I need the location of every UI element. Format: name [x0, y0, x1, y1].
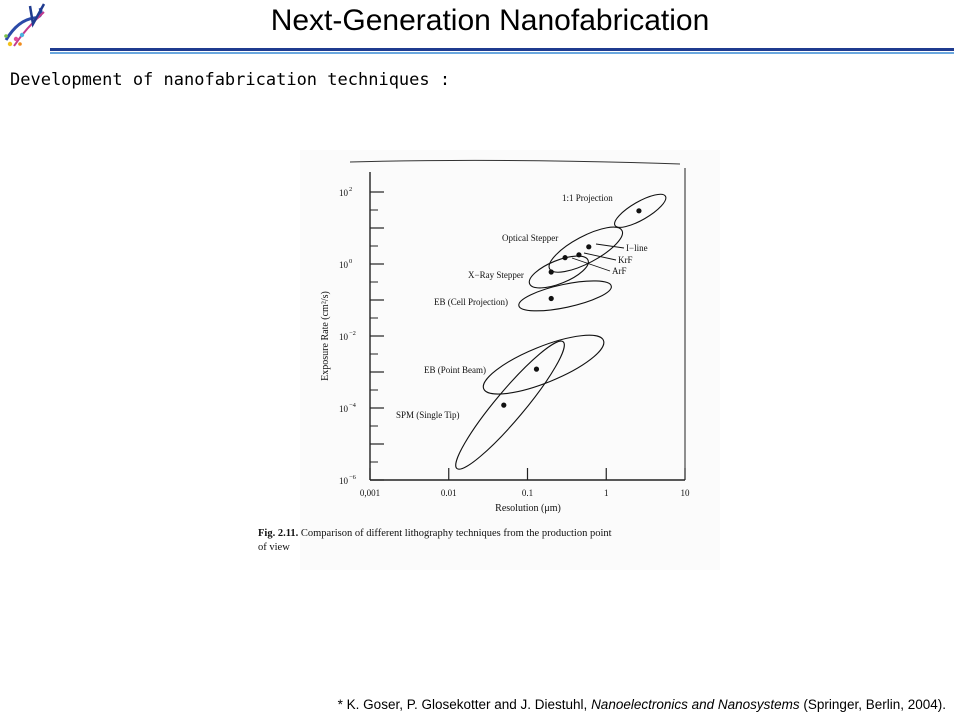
caption-line2: of view	[258, 542, 290, 553]
slide-title: Next-Generation Nanofabrication	[270, 4, 710, 37]
region-ellipse	[446, 333, 574, 478]
slide-subtitle: Development of nanofabrication techniques :	[10, 70, 451, 90]
lithography-chart	[258, 150, 720, 570]
data-point	[636, 208, 641, 213]
chart-top-border	[350, 160, 680, 164]
x-tick-label: 0.01	[440, 488, 457, 498]
data-point	[549, 269, 554, 274]
citation-publisher: (Springer, Berlin, 2004).	[799, 697, 946, 712]
x-tick-label: 1	[604, 488, 609, 498]
y-ticks	[339, 186, 384, 486]
title-rule-light	[50, 52, 954, 54]
region-ellipse	[516, 275, 613, 317]
y-axis-label: Exposure Rate (cm²/s)	[320, 291, 331, 381]
citation	[338, 697, 946, 712]
y-tick-label: 10	[339, 404, 348, 414]
label-arf: ArF	[612, 266, 627, 276]
data-point	[501, 403, 506, 408]
arrow-arf	[572, 258, 610, 271]
label-i-line: I−line	[626, 243, 648, 253]
data-point	[549, 296, 554, 301]
label-eb-cell-projection: EB (Cell Projection)	[434, 297, 508, 307]
y-tick-exponent: 0	[349, 258, 353, 265]
label-1to1-projection: 1:1 Projection	[562, 193, 613, 203]
x-tick-label: 0,001	[359, 488, 381, 498]
y-tick-label: 10	[339, 260, 348, 270]
data-point	[586, 244, 591, 249]
x-tick-label: 10	[680, 488, 690, 498]
institute-logo-icon	[0, 0, 56, 56]
figure-panel	[258, 150, 720, 570]
y-tick-label: 10	[339, 188, 348, 198]
label-krf: KrF	[618, 255, 633, 265]
label-optical-stepper: Optical Stepper	[502, 233, 559, 243]
caption-label: Fig. 2.11.	[258, 528, 299, 539]
y-tick-exponent: −2	[349, 330, 356, 337]
y-tick-label: 10	[339, 332, 348, 342]
x-ticks	[360, 468, 690, 498]
region-ellipse	[477, 324, 610, 406]
data-point	[562, 255, 567, 260]
citation-book: Nanoelectronics and Nanosystems	[591, 697, 800, 712]
arrow-i-line	[596, 244, 624, 248]
caption-text: Comparison of different lithography techniques from the production point	[300, 528, 612, 539]
title-rule-dark	[50, 48, 954, 51]
data-point	[534, 367, 539, 372]
y-tick-exponent: 2	[349, 186, 353, 193]
x-axis-label: Resolution (μm)	[495, 503, 561, 514]
citation-authors: * K. Goser, P. Glosekotter and J. Diestuhl,	[337, 697, 592, 712]
label-spm-single-tip: SPM (Single Tip)	[396, 410, 460, 420]
arrow-krf	[584, 253, 616, 260]
y-tick-exponent: −4	[349, 402, 356, 409]
x-tick-label: 0.1	[521, 488, 534, 498]
regions-group	[446, 188, 670, 477]
y-tick-label: 10	[339, 476, 348, 486]
label-x-ray-stepper: X−Ray Stepper	[468, 270, 524, 280]
y-tick-exponent: −6	[349, 474, 356, 481]
data-point	[576, 252, 581, 257]
label-eb-point-beam: EB (Point Beam)	[424, 365, 486, 375]
caption-line1	[258, 528, 612, 539]
